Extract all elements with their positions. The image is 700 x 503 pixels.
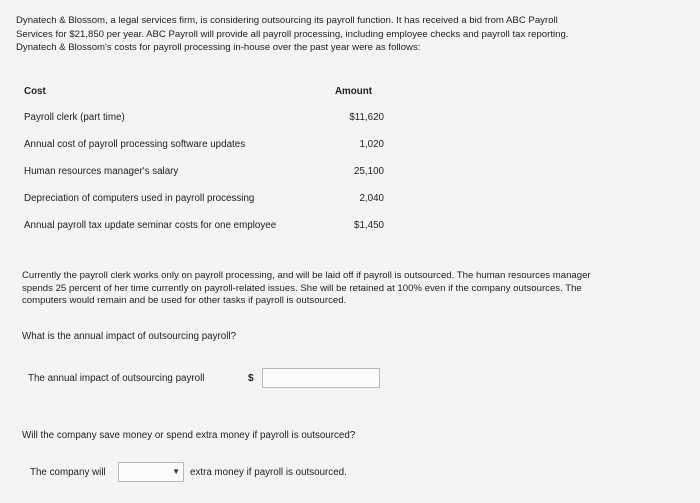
header-amount: Amount <box>334 86 372 97</box>
table-row <box>24 220 384 236</box>
save-spend-dropdown[interactable] <box>118 462 184 482</box>
row-label: Human resources manager's salary <box>24 166 179 177</box>
dollar-sign: $ <box>248 373 254 384</box>
narrative-line-2: spends 25 percent of her time currently on payroll-related issues. She will be retained at 100% even if the company outsources. The <box>22 282 582 294</box>
question-save-or-spend: Will the company save money or spend extra money if payroll is outsourced? <box>22 430 356 441</box>
row-amount: 2,040 <box>359 193 384 204</box>
impact-answer-row <box>28 368 388 390</box>
row-amount: 1,020 <box>359 139 384 150</box>
table-row <box>24 139 384 155</box>
intro-line-3: Dynatech & Blossom's costs for payroll processing in-house over the past year were as follows: <box>16 42 421 53</box>
impact-input[interactable] <box>262 368 380 388</box>
intro-line-1: Dynatech & Blossom, a legal services firm, is considering outsourcing its payroll function. It has received a bid from ABC Payroll <box>16 15 558 26</box>
save-spend-answer-row <box>30 462 390 484</box>
chevron-down-icon: ▼ <box>172 467 180 476</box>
table-row <box>24 193 384 209</box>
row-amount: $11,620 <box>349 112 384 123</box>
table-row <box>24 166 384 182</box>
row-label: Annual payroll tax update seminar costs for one employee <box>24 220 277 231</box>
will-prefix: The company will <box>30 467 106 478</box>
narrative-text <box>22 270 682 308</box>
header-cost: Cost <box>24 86 46 97</box>
narrative-line-1: Currently the payroll clerk works only on payroll processing, and will be laid off if payroll is outsourced. The human resources manager <box>22 270 591 281</box>
intro-text <box>16 14 686 55</box>
row-label: Payroll clerk (part time) <box>24 112 125 123</box>
row-label: Depreciation of computers used in payroll processing <box>24 193 255 204</box>
narrative-line-3: computers would remain and be used for other tasks if payroll is outsourced. <box>22 295 347 306</box>
impact-label: The annual impact of outsourcing payroll <box>28 373 205 384</box>
question-annual-impact: What is the annual impact of outsourcing payroll? <box>22 331 237 342</box>
intro-line-2: Services for $21,850 per year. ABC Payroll will provide all payroll processing, including employee checks and payroll tax reporting. <box>16 28 569 40</box>
row-label: Annual cost of payroll processing software updates <box>24 139 246 150</box>
table-header <box>24 86 384 102</box>
row-amount: 25,100 <box>354 166 384 177</box>
will-suffix: extra money if payroll is outsourced. <box>190 467 347 478</box>
row-amount: $1,450 <box>354 220 384 231</box>
table-row <box>24 112 384 128</box>
